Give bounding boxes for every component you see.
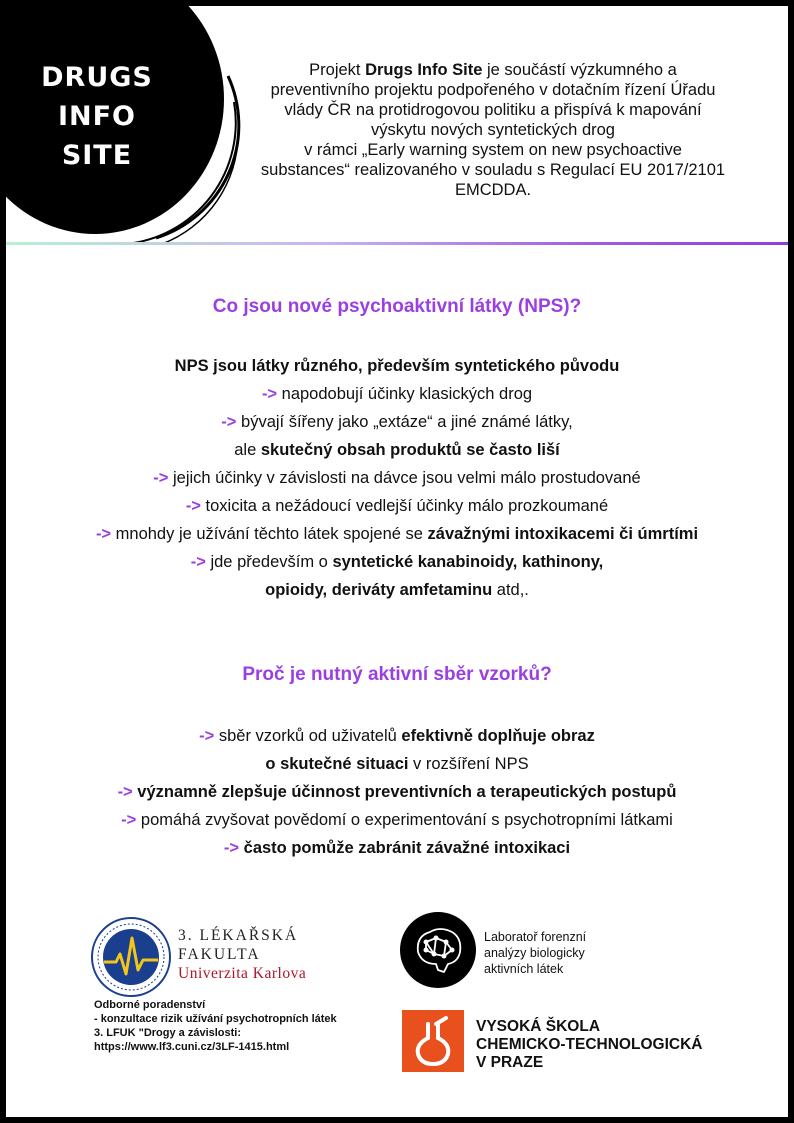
- logo-line-2: INFO: [57, 101, 137, 132]
- vscht-name-line-3: V PRAZE: [476, 1054, 544, 1071]
- text-line: [6, 380, 788, 408]
- arrow-marker: ->: [199, 727, 219, 745]
- text-line: [6, 436, 788, 464]
- text-line: [6, 520, 788, 548]
- text-line: [218, 180, 768, 200]
- text-line: [6, 408, 788, 436]
- lf-name: [178, 926, 338, 983]
- text: toxicita a nežádoucí vedlejší účinky málo prozkoumané: [205, 497, 609, 515]
- arrow-marker: ->: [95, 525, 116, 543]
- text: EMCDDA.: [454, 181, 532, 199]
- logo-line-1: DRUGS: [41, 62, 153, 93]
- arrow-marker: ->: [121, 811, 141, 829]
- lf-note-line-3: 3. LFUK "Drogy a závislosti:: [94, 1027, 242, 1039]
- lab-name: [484, 929, 644, 977]
- bold-text: NPS jsou látky různého, především syntetického původu: [174, 357, 620, 375]
- bold-text: opioidy, deriváty amfetaminu: [265, 581, 493, 599]
- text-line: [6, 576, 788, 604]
- brain-network-icon: [400, 912, 476, 988]
- text-line: [218, 140, 768, 160]
- text: atd,.: [492, 581, 529, 599]
- lf-note-link[interactable]: https://www.lf3.cuni.cz/3LF-1415.html: [94, 1041, 290, 1053]
- section-sampling-lines: [6, 722, 788, 862]
- text: jde především o: [210, 553, 333, 571]
- text: mnohdy je užívání těchto látek spojené se: [115, 525, 428, 543]
- arrow-marker: ->: [223, 839, 244, 857]
- bold-text: o skutečné situaci: [265, 755, 409, 773]
- text: substances“ realizovaného v souladu s Regulací EU 2017/2101: [260, 161, 726, 179]
- section-nps-lines: [6, 352, 788, 604]
- bold-text: efektivně doplňuje obraz: [401, 727, 595, 745]
- text-line: [6, 778, 788, 806]
- arrow-marker: ->: [117, 783, 138, 801]
- text-line: [218, 160, 768, 180]
- section-title-sampling: Proč je nutný aktivní sběr vzorků?: [242, 664, 552, 685]
- arrow-marker: ->: [185, 497, 206, 515]
- text-line: [6, 806, 788, 834]
- text: preventivního projektu podpořeného v dotačním řízení Úřadu: [270, 81, 716, 99]
- text-line: [6, 834, 788, 862]
- text-line: [6, 722, 788, 750]
- text-line: [218, 60, 768, 80]
- vscht-name: [476, 1018, 756, 1072]
- text-line: [6, 492, 788, 520]
- text: jejich účinky v závislosti na dávce jsou velmi málo prostudované: [172, 469, 641, 487]
- text: napodobují účinky klasických drog: [281, 385, 533, 403]
- text-line: [6, 464, 788, 492]
- logo-text: [24, 58, 170, 175]
- lf-name-line-2: FAKULTA: [178, 946, 261, 963]
- text: vlády ČR na protidrogovou politiku a přispívá k mapování: [284, 101, 702, 119]
- bold-text: často pomůže zabránit závažné intoxikaci: [243, 839, 571, 857]
- bold-text: Drugs Info Site: [365, 61, 483, 79]
- bold-text: syntetické kanabinoidy, kathinony,: [332, 553, 604, 571]
- lf-note-line-1: Odborné poradenství: [94, 999, 206, 1011]
- lf-name-line-1: 3. LÉKAŘSKÁ: [178, 927, 299, 944]
- lf-consultation-note: [94, 998, 394, 1054]
- lab-name-line-2: analýzy biologicky: [484, 946, 585, 960]
- text-line: [6, 750, 788, 778]
- header-intro: [218, 60, 768, 200]
- text-line: [218, 80, 768, 100]
- poster-page: [6, 6, 788, 1117]
- arrow-marker: ->: [261, 385, 282, 403]
- header-divider: [6, 242, 788, 245]
- bold-text: skutečný obsah produktů se často liší: [260, 441, 560, 459]
- lf-note-line-2: - konzultace rizik užívání psychotropních látek: [94, 1013, 337, 1025]
- text-line: [218, 100, 768, 120]
- text: ale: [234, 441, 261, 459]
- text: bývají šířeny jako „extáze“ a jiné známé látky,: [241, 413, 573, 431]
- text-line: [6, 548, 788, 576]
- vscht-name-line-1: VYSOKÁ ŠKOLA: [476, 1018, 601, 1035]
- text: pomáhá zvyšovat povědomí o experimentování s psychotropními látkami: [140, 811, 673, 829]
- vscht-flask-logo: [402, 1010, 464, 1072]
- logo-line-3: SITE: [61, 140, 133, 171]
- bold-text: závažnými intoxikacemi či úmrtími: [427, 525, 699, 543]
- text: je součástí výzkumného a: [482, 61, 677, 79]
- arrow-marker: ->: [153, 469, 173, 487]
- text: v rámci „Early warning system on new psychoactive: [304, 141, 682, 159]
- lab-name-line-3: aktivních látek: [484, 962, 564, 976]
- arrow-marker: ->: [221, 413, 242, 431]
- vscht-name-line-2: CHEMICKO-TECHNOLOGICKÁ: [476, 1036, 703, 1053]
- text: v rozšíření NPS: [408, 755, 529, 773]
- text-line: [6, 352, 788, 380]
- text: výskytu nových syntetických drog: [371, 121, 615, 139]
- lf-seal-logo: [90, 916, 172, 998]
- bold-text: významně zlepšuje účinnost preventivních a terapeutických postupů: [137, 783, 677, 801]
- section-title-nps: Co jsou nové psychoaktivní látky (NPS)?: [212, 296, 582, 317]
- text: sběr vzorků od uživatelů: [218, 727, 402, 745]
- arrow-marker: ->: [190, 553, 211, 571]
- text-line: [218, 120, 768, 140]
- text: Projekt: [309, 61, 366, 79]
- lab-name-line-1: Laboratoř forenzní: [484, 930, 587, 944]
- lf-university: Univerzita Karlova: [178, 965, 307, 982]
